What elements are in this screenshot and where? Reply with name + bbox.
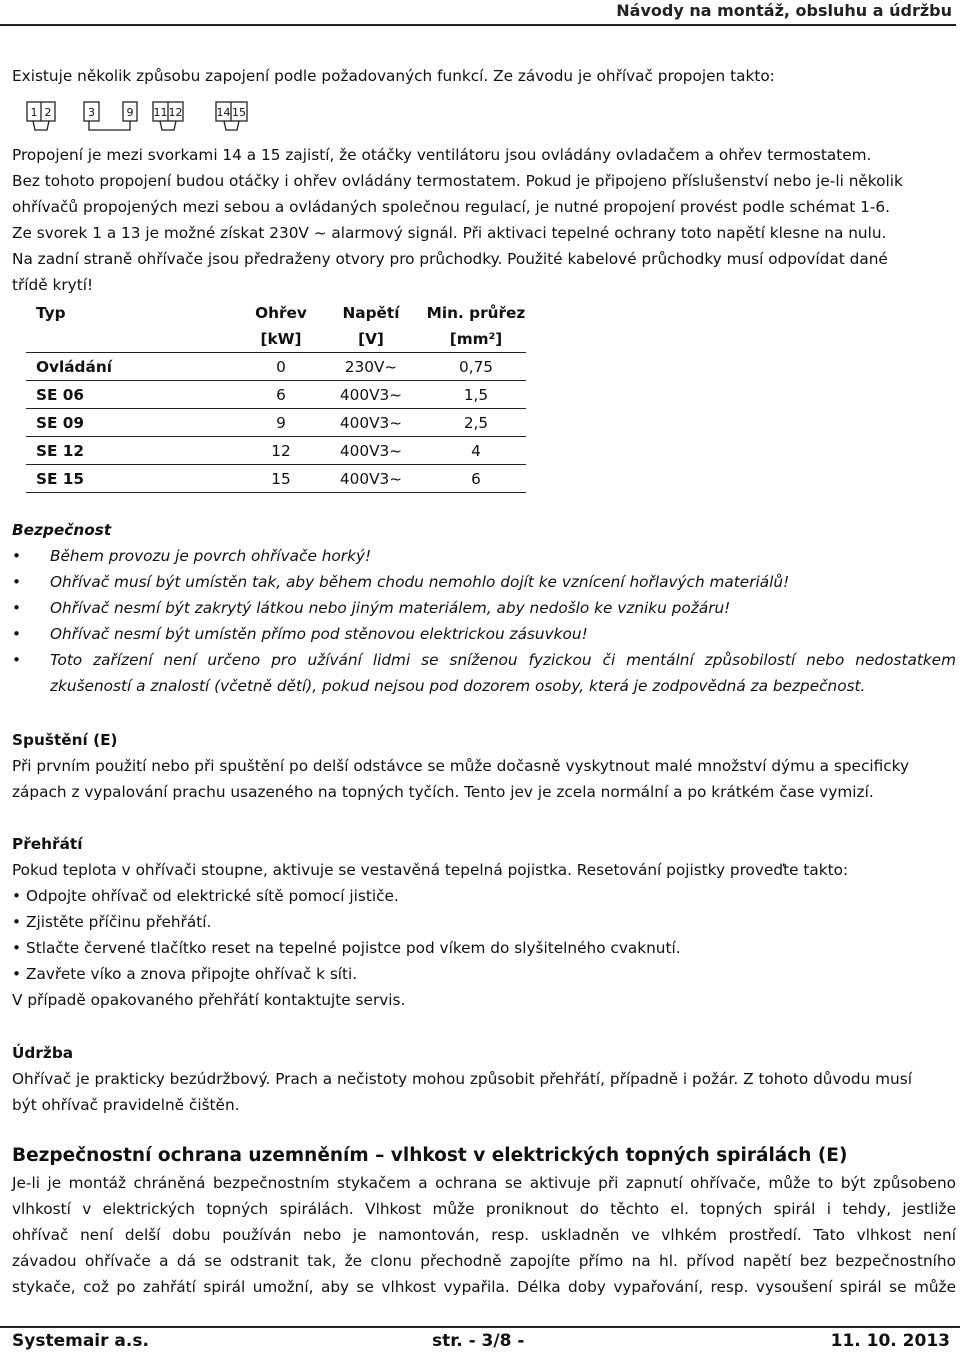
list-item: • Zavřete víko a znova připojte ohřívač k síti. bbox=[12, 961, 681, 987]
grounding-heading: Bezpečnostní ochrana uzemněním – vlhkost v elektrických topných spirálách (E) bbox=[12, 1145, 848, 1166]
startup-line-2: zápach z vypalování prachu usazeného na topných tyčích. Tento jev je zcela normální a po krátkém čase vymizí. bbox=[12, 783, 874, 801]
table-row: Ovládání 0 230V~ 0,75 bbox=[26, 353, 526, 381]
col-header-typ: Typ bbox=[26, 300, 246, 353]
spec-table bbox=[26, 300, 526, 493]
intro-paragraph-2: Bez tohoto propojení budou otáčky i ohřev ovládány termostatem. Pokud je připojeno příslušenství nebo je-li několik bbox=[12, 172, 903, 190]
maintenance-heading: Údržba bbox=[12, 1044, 74, 1062]
intro-paragraph-6: třídě krytí! bbox=[12, 276, 94, 294]
footer-company: Systemair a.s. bbox=[12, 1331, 149, 1351]
table-header-row bbox=[26, 300, 526, 353]
intro-line: Existuje několik způsobu zapojení podle požadovaných funkcí. Ze závodu je ohřívač propojen takto: bbox=[12, 67, 775, 85]
footer-date: 11. 10. 2013 bbox=[830, 1331, 950, 1351]
list-item: • Během provozu je povrch ohřívače horký! bbox=[12, 543, 789, 569]
col-header-ohrev: Ohřev [kW] bbox=[246, 300, 316, 353]
safety-list bbox=[12, 543, 789, 647]
intro-paragraph-4: Ze svorek 1 a 13 je možné získat 230V ~ alarmový signál. Při aktivaci tepelné ochrany toto napětí klesne na nulu. bbox=[12, 224, 887, 242]
list-item: • Ohřívač musí být umístěn tak, aby během chodu nemohlo dojít ke vznícení hořlavých materiálů! bbox=[12, 569, 789, 595]
intro-paragraph-1: Propojení je mezi svorkami 14 a 15 zajistí, že otáčky ventilátoru jsou ovládány ovladačem a ohřev termostatem. bbox=[12, 146, 872, 164]
list-item: • Odpojte ohřívač od elektrické sítě pomocí jističe. bbox=[12, 883, 681, 909]
overheat-intro: Pokud teplota v ohřívači stoupne, aktivuje se vestavěná tepelná pojistka. Resetování pojistky proveďte takto: bbox=[12, 861, 849, 879]
col-header-napeti: Napětí [V] bbox=[316, 300, 426, 353]
terminal-14: 14 bbox=[216, 106, 231, 119]
overheat-heading: Přehřátí bbox=[12, 835, 83, 853]
table-row: SE 06 6 400V3~ 1,5 bbox=[26, 381, 526, 409]
terminal-3: 3 bbox=[88, 106, 95, 119]
terminal-11: 11 bbox=[153, 106, 168, 119]
terminal-12: 12 bbox=[168, 106, 183, 119]
list-item: • Ohřívač nesmí být zakrytý látkou nebo jiným materiálem, aby nedošlo ke vzniku požáru! bbox=[12, 595, 789, 621]
list-item: • Ohřívač nesmí být umístěn přímo pod stěnovou elektrickou zásuvkou! bbox=[12, 621, 789, 647]
safety-last-item: Toto zařízení není určeno pro užívání lidmi se sníženou fyzickou či mentální způsobilostí nebo nedostatkem zkušeností a znalostí (včetně dětí), pokud nejsou pod dozorem osoby, která je zodpovědná za bezpečnost. bbox=[50, 651, 956, 695]
startup-line-1: Při prvním použití nebo při spuštění po delší odstávce se může dočasně vyskytnout malé množství dýmu a specificky bbox=[12, 757, 910, 775]
footer-page: str. - 3/8 - bbox=[432, 1331, 525, 1351]
list-item: • Stlačte červené tlačítko reset na tepelné pojistce pod víkem do slyšitelného cvaknutí. bbox=[12, 935, 681, 961]
grounding-paragraph: Je-li je montáž chráněná bezpečnostním stykačem a ochrana se aktivuje při zapnutí ohřívače, může to být způsobeno vlhkostí v elektrických topných spirálách. Vlhkost může proniknout do těchto el. topných spirál i tehdy, jestliže ohřívač není delší dobu používán nebo je namontován, resp. uskladněn ve vlhkém prostředí. Tato vlhkost není závadou ohřívače a dá se odstranit tak, že clonu přechodně zapojíte přímo na hl. přívod napětí bez bezpečnostního stykače, což po zahřátí spirál umožní, aby se vlhkost vypařila. Délka doby vypařování, resp. vysoušení spirál se může bbox=[12, 1174, 956, 1296]
overheat-outro: V případě opakovaného přehřátí kontaktujte servis. bbox=[12, 991, 406, 1009]
table-row: SE 12 12 400V3~ 4 bbox=[26, 437, 526, 465]
page-footer bbox=[0, 1326, 960, 1356]
terminal-2: 2 bbox=[44, 106, 52, 119]
intro-paragraph-3: ohřívačů propojených mezi sebou a ovládaných společnou regulací, je nutné propojení provést podle schémat 1-6. bbox=[12, 198, 891, 216]
table-row: SE 09 9 400V3~ 2,5 bbox=[26, 409, 526, 437]
list-item: • Zjistěte příčinu přehřátí. bbox=[12, 909, 681, 935]
maintenance-line-2: být ohřívač pravidelně čištěn. bbox=[12, 1096, 240, 1114]
terminal-9: 9 bbox=[126, 106, 134, 119]
table-row: SE 15 15 400V3~ 6 bbox=[26, 465, 526, 493]
terminal-1: 1 bbox=[30, 106, 38, 119]
maintenance-line-1: Ohřívač je prakticky bezúdržbový. Prach a nečistoty mohou způsobit přehřátí, případně i požár. Z tohoto důvodu musí bbox=[12, 1070, 912, 1088]
overheat-steps bbox=[12, 883, 681, 987]
terminal-diagram bbox=[26, 99, 256, 139]
safety-heading: Bezpečnost bbox=[12, 521, 112, 539]
page-header bbox=[0, 0, 956, 26]
header-title: Návody na montáž, obsluhu a údržbu bbox=[616, 1, 952, 20]
intro-paragraph-5: Na zadní straně ohřívače jsou předraženy otvory pro průchodky. Použité kabelové průchodky musí odpovídat dané bbox=[12, 250, 888, 268]
terminal-15: 15 bbox=[232, 106, 246, 119]
startup-heading: Spuštění (E) bbox=[12, 731, 118, 749]
col-header-prurez: Min. průřez [mm²] bbox=[426, 300, 526, 353]
